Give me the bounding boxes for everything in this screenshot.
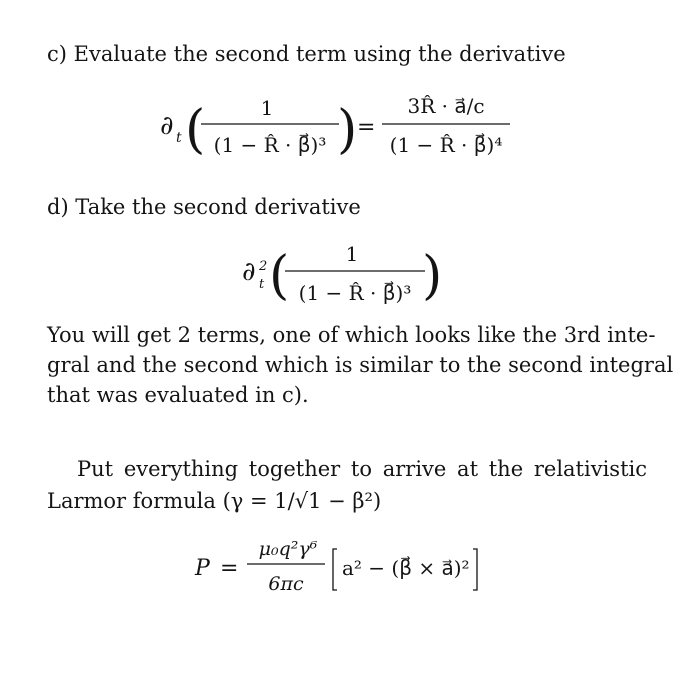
paragraph-line: Put everything together to arrive at the relativistic	[77, 457, 647, 481]
part-c-label: c) Evaluate the second term using the derivative	[47, 42, 566, 66]
right-bracket	[473, 549, 477, 590]
paragraph-line: You will get 2 terms, one of which looks like the 3rd inte-	[47, 323, 656, 347]
paragraph-line: that was evaluated in c).	[47, 383, 309, 407]
right-paren: )	[422, 246, 443, 306]
formula-lhs: P	[195, 556, 210, 581]
numerator: 1	[345, 242, 359, 266]
partial-operator: ∂	[242, 257, 256, 287]
equals-sign: =	[220, 556, 239, 581]
rhs-numerator: 3R̂ · a⃗/c	[407, 94, 485, 118]
part-d-label: d) Take the second derivative	[47, 195, 361, 219]
paragraph-line: gral and the second which is similar to the second integral	[47, 353, 674, 377]
lhs-denominator: (1 − R̂ · β⃗)³	[213, 133, 327, 157]
equals-sign: =	[357, 115, 376, 140]
partial-subscript: t	[259, 277, 265, 292]
left-bracket	[333, 549, 337, 590]
left-paren: (	[269, 246, 290, 306]
partial-operator: ∂	[160, 111, 174, 141]
formula-denominator: 6πc	[268, 573, 304, 595]
left-paren: (	[185, 100, 206, 160]
denominator: (1 − R̂ · β⃗)³	[298, 281, 412, 305]
formula-numerator: μ₀q²γ⁶	[258, 538, 318, 560]
partial-superscript: 2	[259, 259, 268, 274]
rhs-denominator: (1 − R̂ · β⃗)⁴	[389, 133, 503, 157]
bracket-content: a² − (β⃗ × a⃗)²	[342, 556, 470, 580]
lhs-numerator: 1	[260, 96, 274, 120]
partial-subscript: t	[176, 130, 182, 146]
right-paren: )	[337, 100, 358, 160]
paragraph-line: Larmor formula (γ = 1/√1 − β²)	[47, 489, 382, 513]
